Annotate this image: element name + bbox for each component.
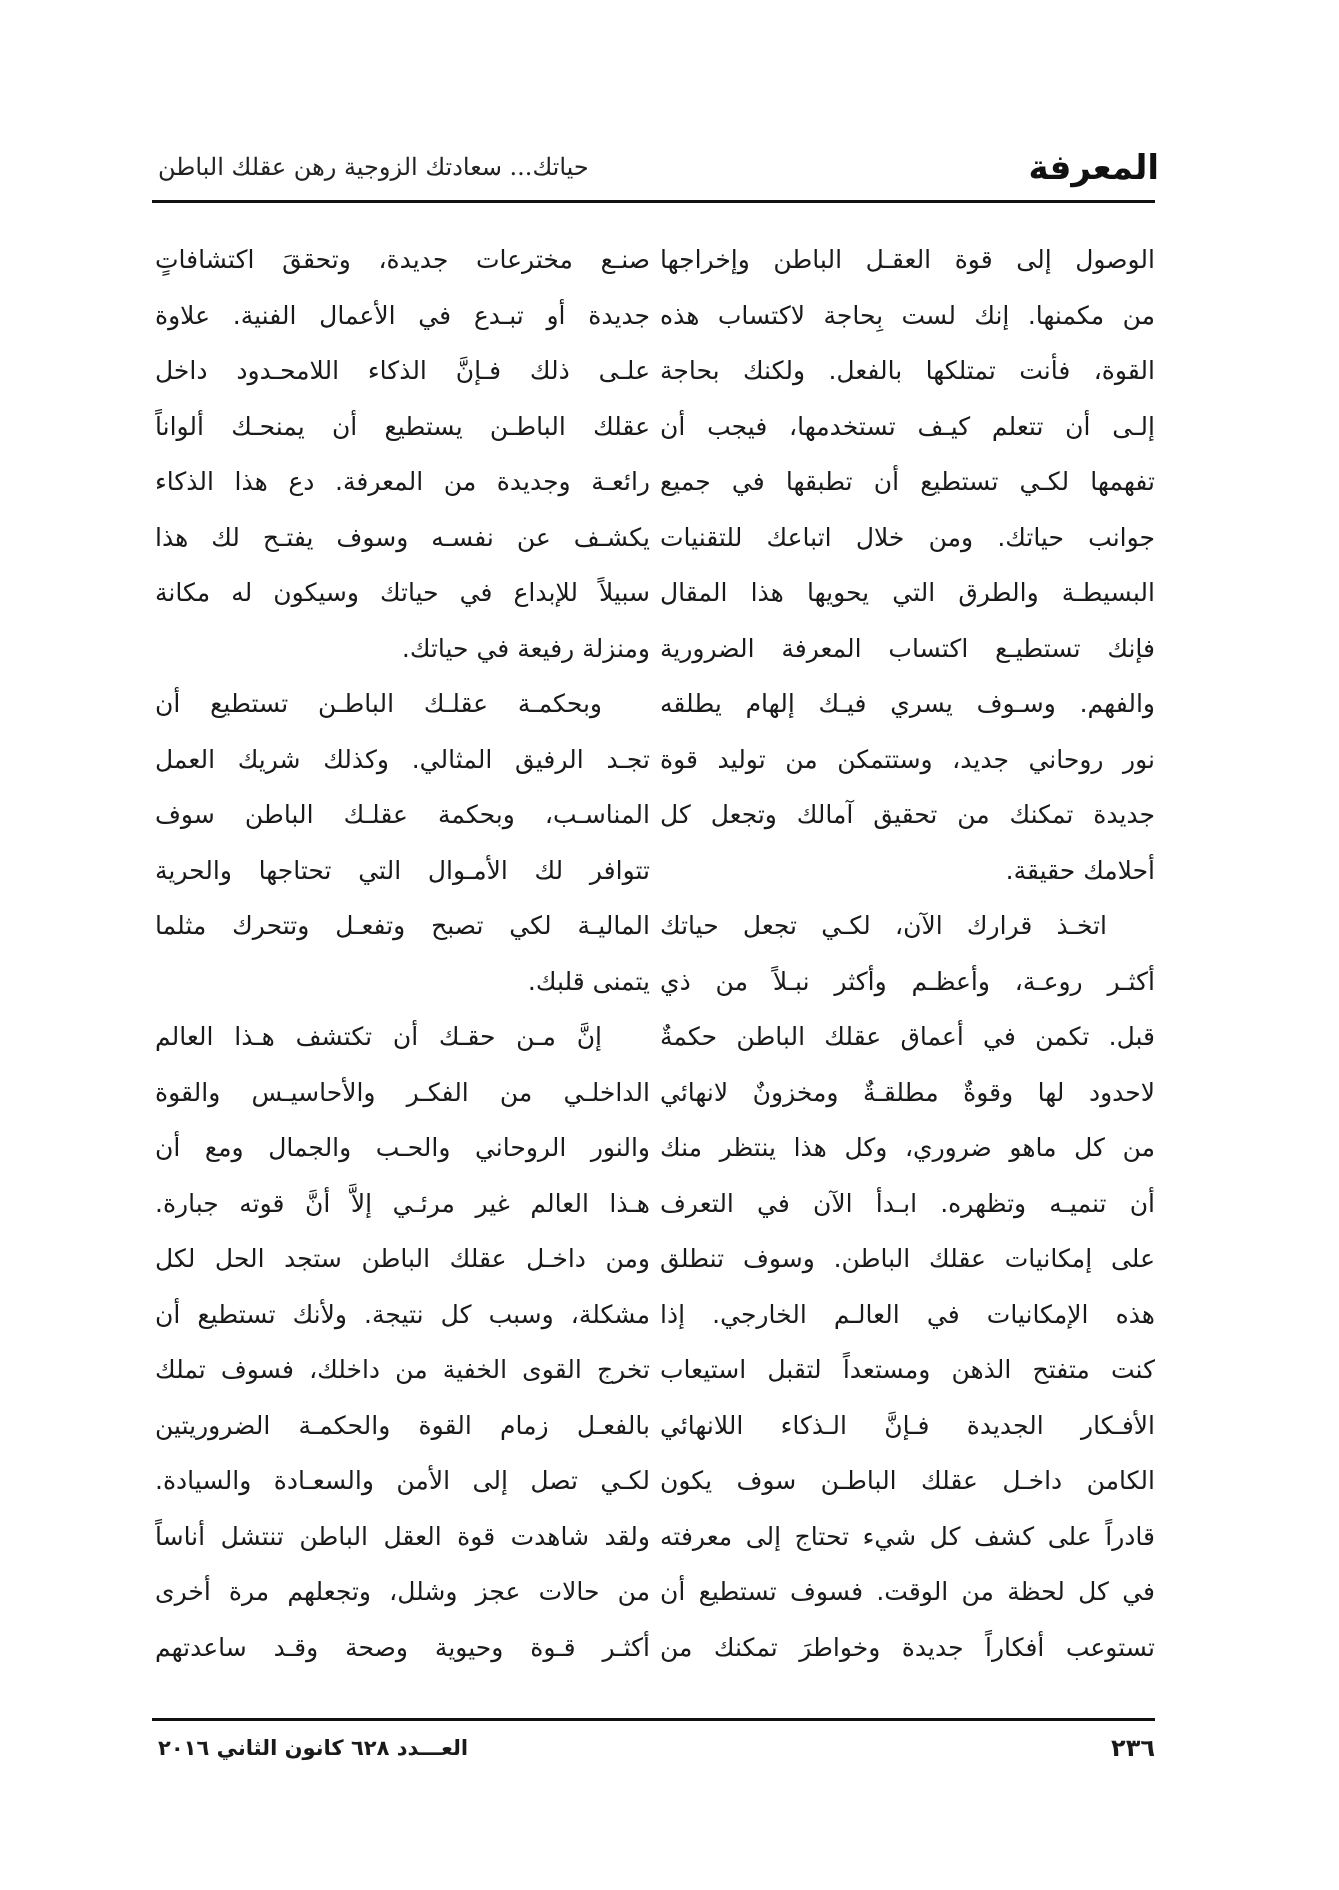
text-line: ولقد شاهدت قوة العقل الباطن تنتشل أناساً bbox=[155, 1521, 650, 1551]
text-line: علـى ذلك فـإنَّ الذكاء اللامحـدود داخل bbox=[155, 356, 650, 385]
text-line: القوة، فأنت تمتلكها بالفعل. ولكنك بحاجة bbox=[660, 356, 1155, 385]
text-column-right bbox=[660, 232, 1155, 1675]
magazine-logo: المعرفة bbox=[1028, 148, 1159, 188]
text-line: الأفـكار الجديدة فـإنَّ الـذكاء اللانهائي bbox=[660, 1410, 1155, 1440]
text-line: لكـي تصل إلى الأمن والسعـادة والسيادة. bbox=[155, 1466, 650, 1495]
paragraph-end-line: ومنزلة رفيعة في حياتك. bbox=[401, 633, 650, 663]
text-line: تجـد الرفيق المثالي. وكذلك شريك العمل bbox=[155, 744, 650, 774]
text-line: الكامن داخـل عقلك الباطـن سوف يكون bbox=[660, 1466, 1155, 1495]
text-line: الداخلـي من الفكـر والأحاسيـس والقوة bbox=[155, 1077, 650, 1107]
text-line: فإنك تستطيـع اكتساب المعرفة الضرورية bbox=[660, 633, 1155, 663]
text-line: الوصول إلى قوة العقـل الباطن وإخراجها bbox=[660, 245, 1155, 274]
text-line: والنور الروحاني والحـب والجمال ومع أن bbox=[155, 1133, 650, 1162]
paragraph-start-line: إنَّ مـن حقـك أن تكتشف هـذا العالم bbox=[155, 1022, 602, 1051]
text-line: هذه الإمكانيات في العالـم الخارجي. إذا bbox=[660, 1299, 1155, 1329]
paragraph-end-line: يتمنى قلبك. bbox=[527, 966, 650, 996]
issue-info: العـــدد ٦٢٨ كانون الثاني ٢٠١٦ bbox=[158, 1736, 469, 1760]
text-line: والفهم. وسـوف يسري فيـك إلهام يطلقه bbox=[660, 689, 1155, 718]
text-line: قادراً على كشف كل شيء تحتاج إلى معرفته bbox=[660, 1521, 1155, 1551]
text-line: جديدة أو تبـدع في الأعمال الفنية. علاوة bbox=[155, 300, 650, 330]
text-line: ومن داخـل عقلك الباطن ستجد الحل لكل bbox=[155, 1244, 650, 1273]
text-line: يكشـف عن نفسـه وسوف يفتـح لك هذا bbox=[155, 522, 650, 552]
text-line: المناسـب، وبحكمة عقلـك الباطن سوف bbox=[155, 800, 650, 829]
text-line: جوانب حياتك. ومن خلال اتباعك للتقنيات bbox=[660, 522, 1155, 552]
text-line: أكثـر روعـة، وأعظـم وأكثر نبـلاً من ذي bbox=[660, 966, 1155, 996]
footer-divider bbox=[152, 1718, 1155, 1721]
text-line: عقلك الباطـن يستطيع أن يمنحـك ألواناً bbox=[155, 411, 650, 441]
text-line: قبل. تكمن في أعماق عقلك الباطن حكمةٌ bbox=[660, 1022, 1155, 1051]
text-column-left bbox=[155, 232, 650, 1675]
text-line: تستوعب أفكاراً جديدة وخواطرَ تمكنك من bbox=[660, 1632, 1155, 1662]
text-line: من كل ماهو ضروري، وكل هذا ينتظر منك bbox=[660, 1133, 1155, 1162]
paragraph-start-line: اتخـذ قرارك الآن، لكـي تجعل حياتك bbox=[660, 911, 1107, 940]
page-number: ٢٣٦ bbox=[1111, 1734, 1155, 1762]
text-line: نور روحاني جديد، وستتمكن من توليد قوة bbox=[660, 744, 1155, 774]
text-line: الماليـة لكي تصبح وتفعـل وتتحرك مثلما bbox=[155, 911, 650, 940]
text-line: في كل لحظة من الوقت. فسوف تستطيع أن bbox=[660, 1577, 1155, 1606]
text-line: سبيلاً للإبداع في حياتك وسيكون له مكانة bbox=[155, 578, 650, 607]
text-line: صنـع مخترعات جديدة، وتحققَ اكتشافاتٍ bbox=[155, 245, 650, 274]
text-line: أن تنميـه وتظهره. ابـدأ الآن في التعرف bbox=[660, 1188, 1155, 1218]
text-line: هـذا العالم غير مرئـي إلاَّ أنَّ قوته جبارة. bbox=[155, 1188, 650, 1218]
text-line: على إمكانيات عقلك الباطن. وسوف تنطلق bbox=[660, 1244, 1155, 1273]
text-line: تخرج القوى الخفية من داخلك، فسوف تملك bbox=[155, 1355, 650, 1384]
text-line: من مكمنها. إنك لست بِحاجة لاكتساب هذه bbox=[660, 300, 1155, 330]
text-line: بالفعـل زمام القوة والحكمـة الضروريتين bbox=[155, 1410, 650, 1440]
text-line: إلـى أن تتعلم كيـف تستخدمها، فيجب أن bbox=[660, 411, 1155, 441]
text-line: البسيطـة والطرق التي يحويها هذا المقال bbox=[660, 578, 1155, 607]
text-line: لاحدود لها وقوةٌ مطلقـةٌ ومخزونٌ لانهائي bbox=[660, 1077, 1155, 1107]
text-line: من حالات عجز وشلل، وتجعلهم مرة أخرى bbox=[155, 1577, 650, 1606]
article-running-title: حياتك... سعادتك الزوجية رهن عقلك الباطن bbox=[158, 153, 589, 181]
text-line: كنت متفتح الذهن ومستعداً لتقبل استيعاب bbox=[660, 1355, 1155, 1384]
paragraph-start-line: وبحكمـة عقلـك الباطـن تستطيع أن bbox=[155, 689, 602, 718]
text-line: أكثـر قـوة وحيوية وصحة وقـد ساعدتهم bbox=[155, 1632, 650, 1662]
text-line: جديدة تمكنك من تحقيق آمالك وتجعل كل bbox=[660, 800, 1155, 829]
text-line: مشكلة، وسبب كل نتيجة. ولأنك تستطيع أن bbox=[155, 1299, 650, 1329]
header-divider bbox=[152, 200, 1155, 203]
text-line: تفهمها لكـي تستطيع أن تطبقها في جميع bbox=[660, 467, 1155, 496]
text-line: رائعـة وجديدة من المعرفة. دع هذا الذكاء bbox=[155, 467, 650, 496]
paragraph-end-line: أحلامك حقيقة. bbox=[1005, 855, 1155, 885]
text-line: تتوافر لك الأمـوال التي تحتاجها والحرية bbox=[155, 855, 650, 885]
